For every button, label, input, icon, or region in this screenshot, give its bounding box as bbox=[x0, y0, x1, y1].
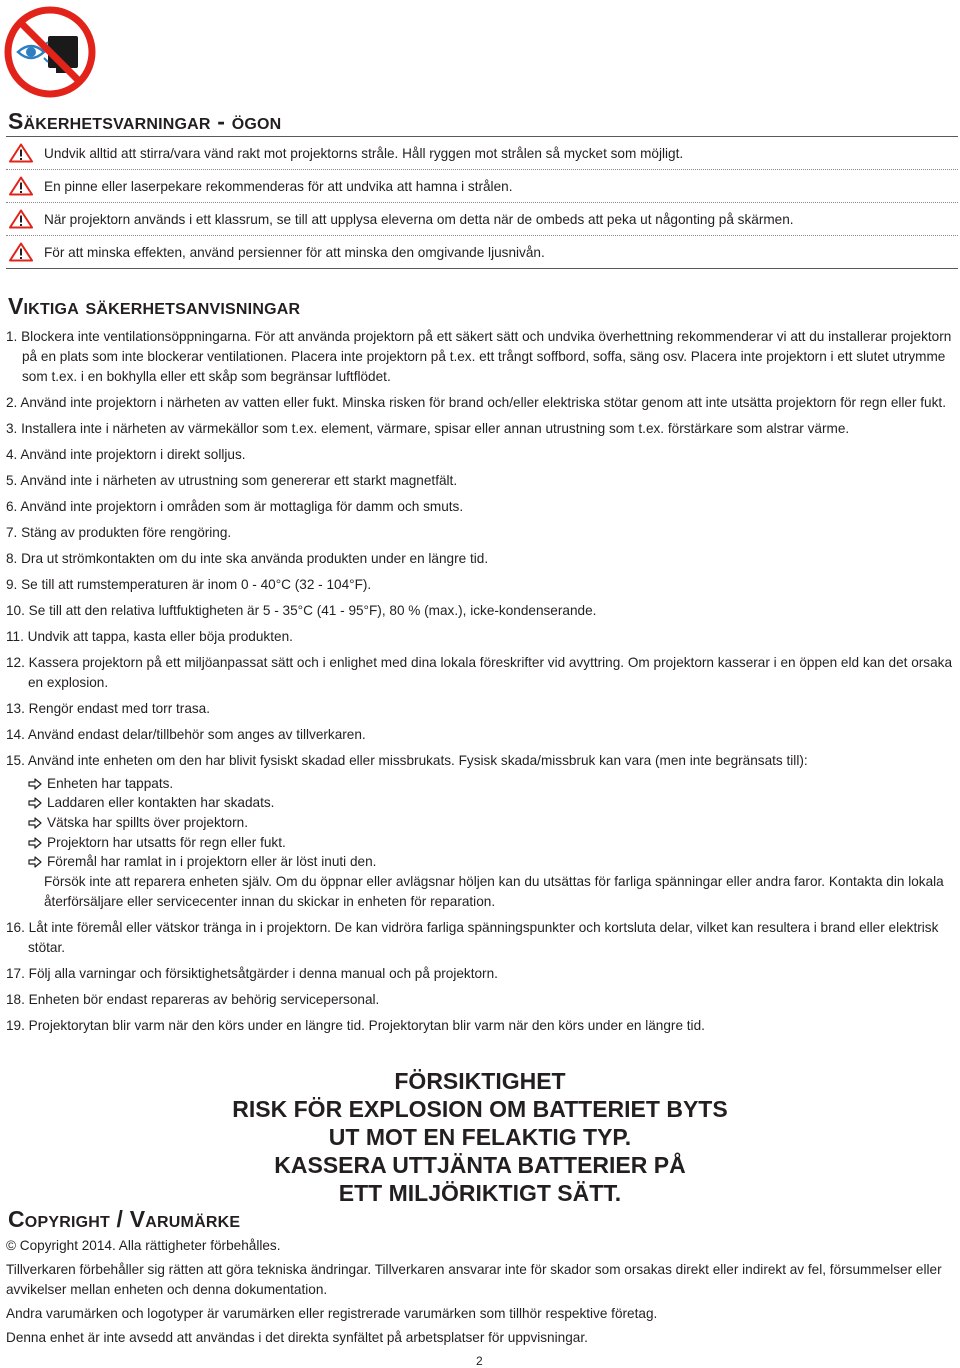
safety-item: 18. Enheten bör endast repareras av behörig servicepersonal. bbox=[6, 991, 380, 1007]
safety-item: 16. Låt inte föremål eller vätskor tränga in i projektorn. De kan vidröra farliga spänningspunkter och kortsluta delar, vilket kan resultera i brand eller elektrisk stötar. bbox=[6, 919, 939, 955]
caution-line: KASSERA UTTJÄNTA BATTERIER PÅ bbox=[274, 1152, 686, 1178]
warning-triangle-icon bbox=[9, 143, 33, 163]
damage-example-item bbox=[28, 833, 958, 853]
eye-warning-text: För att minska effekten, använd persienner för att minska den omgivande ljusnivån. bbox=[44, 244, 545, 260]
copyright-line: Andra varumärken och logotyper är varumärken eller registrerade varumärken som tillhör respektive företag. bbox=[6, 1306, 658, 1321]
safety-item: 14. Använd endast delar/tillbehör som anges av tillverkaren. bbox=[6, 727, 366, 742]
safety-item: 7. Stäng av produkten före rengöring. bbox=[6, 525, 232, 540]
safety-item: 6. Använd inte projektorn i områden som är mottagliga för damm och smuts. bbox=[6, 499, 464, 514]
damage-example-text: Enheten har tappats. bbox=[47, 775, 174, 791]
copyright-line: Denna enhet är inte avsedd att användas i det direkta synfältet på arbetsplatser för uppvisningar. bbox=[6, 1330, 588, 1345]
eye-warning-item bbox=[6, 137, 958, 169]
arrow-right-icon bbox=[28, 778, 42, 790]
arrow-right-icon bbox=[28, 797, 42, 809]
arrow-right-icon bbox=[28, 837, 42, 849]
damage-example-item bbox=[28, 813, 958, 833]
arrow-right-icon bbox=[28, 856, 42, 868]
damage-example-text: Föremål har ramlat in i projektorn eller är löst inuti den. bbox=[47, 854, 377, 870]
warning-triangle-icon bbox=[9, 176, 33, 196]
page-number: 2 bbox=[476, 1354, 483, 1368]
safety-item: 3. Installera inte i närheten av värmekällor som t.ex. element, värmare, spisar eller annan utrustning som t.ex. förstärkare som alstrar värme. bbox=[6, 421, 850, 436]
damage-example-item bbox=[28, 774, 958, 794]
damage-example-item bbox=[28, 794, 958, 814]
safety-item: 13. Rengör endast med torr trasa. bbox=[6, 701, 211, 716]
warning-triangle-icon bbox=[9, 242, 33, 262]
damage-examples-list bbox=[28, 774, 958, 872]
repair-note: Försök inte att reparera enheten själv. Om du öppnar eller avlägsnar höljen kan du utsättas för farliga spänningar eller andra faror. Kontakta din lokala återförsäljare eller servicecenter innan du skickar in enheten för reparation. bbox=[44, 873, 944, 909]
eye-warning-text: En pinne eller laserpekare rekommenderas för att undvika att hamna i strålen. bbox=[44, 178, 513, 194]
caution-line: RISK FÖR EXPLOSION OM BATTERIET BYTS bbox=[232, 1096, 728, 1122]
safety-instructions-list bbox=[6, 327, 958, 1042]
damage-example-text: Vätska har spillts över projektorn. bbox=[47, 814, 248, 830]
battery-caution bbox=[200, 1067, 760, 1207]
eye-warning-text: När projektorn används i ett klassrum, se till att upplysa eleverna om detta när de ombeds att peka ut någonting på skärmen. bbox=[44, 211, 794, 227]
eye-warning-item bbox=[6, 235, 958, 268]
caution-line: ETT MILJÖRIKTIGT SÄTT. bbox=[338, 1180, 622, 1206]
no-look-into-projector-icon bbox=[4, 6, 96, 98]
eye-warning-item bbox=[6, 202, 958, 235]
eye-warning-item bbox=[6, 169, 958, 202]
copyright-line: © Copyright 2014. Alla rättigheter förbehålles. bbox=[6, 1238, 281, 1253]
eye-warning-text: Undvik alltid att stirra/vara vänd rakt mot projektorns stråle. Håll ryggen mot strålen så mycket som möjligt. bbox=[44, 145, 684, 161]
safety-item: 1. Blockera inte ventilationsöppningarna. För att använda projektorn på ett säkert sätt och undvika överhettning rekommenderar vi att du installerar projektorn på en plats som inte blockerar ventilationen. Placera inte projektorn på t.ex. ett trångt soffbord, soffa, säng osv. Placera inte projektorn i ett slutet utrymme som t.ex. i en bokhylla eller ett skåp som begränsar luftflödet. bbox=[6, 329, 952, 384]
copyright-title: Copyright / Varumärke bbox=[8, 1206, 241, 1232]
arrow-right-icon bbox=[28, 817, 42, 829]
warning-triangle-icon bbox=[9, 209, 33, 229]
safety-item: 12. Kassera projektorn på ett miljöanpassat sätt och i enlighet med dina lokala föreskrifter vid avyttring. Om projektorn kasserar i en öppen eld kan det orsaka en explosion. bbox=[6, 655, 953, 690]
copyright-text bbox=[6, 1236, 958, 1352]
safety-item: 10. Se till att den relativa luftfuktigheten är 5 - 35°C (41 - 95°F), 80 % (max.), icke-kondenserande. bbox=[6, 603, 597, 618]
safety-item: 17. Följ alla varningar och försiktighetsåtgärder i denna manual och på projektorn. bbox=[6, 965, 498, 981]
safety-item: 5. Använd inte i närheten av utrustning som genererar ett starkt magnetfält. bbox=[6, 473, 458, 488]
caution-line: UT MOT EN FELAKTIG TYP. bbox=[328, 1124, 632, 1150]
eye-warnings-list bbox=[6, 136, 958, 269]
safety-item: 11. Undvik att tappa, kasta eller böja produkten. bbox=[6, 629, 293, 644]
safety-item: 2. Använd inte projektorn i närheten av vatten eller fukt. Minska risken för brand och/eller elektriska stötar genom att inte utsätta projektorn för regn eller fukt. bbox=[6, 395, 946, 410]
eye-warnings-title: Säkerhetsvarningar - ögon bbox=[8, 108, 282, 134]
damage-example-text: Laddaren eller kontakten har skadats. bbox=[47, 795, 275, 811]
safety-item: 9. Se till att rumstemperaturen är inom 0 - 40°C (32 - 104°F). bbox=[6, 577, 372, 592]
safety-item: 8. Dra ut strömkontakten om du inte ska använda produkten under en längre tid. bbox=[6, 551, 489, 566]
damage-example-item bbox=[28, 852, 958, 872]
safety-item: 19. Projektorytan blir varm när den körs under en längre tid. Projektorytan blir varm när den körs under en längre tid. bbox=[6, 1017, 705, 1033]
copyright-line: Tillverkaren förbehåller sig rätten att göra tekniska ändringar. Tillverkaren ansvarar inte för skador som orsakas direkt eller indirekt av fel, försummelser eller avvikelser mellan enheten och denna dokumentation. bbox=[6, 1262, 942, 1297]
caution-heading: FÖRSIKTIGHET bbox=[394, 1068, 566, 1094]
damage-example-text: Projektorn har utsatts för regn eller fukt. bbox=[47, 834, 286, 850]
safety-item: 15. Använd inte enheten om den har blivit fysiskt skadad eller missbrukats. Fysisk skada/missbruk kan vara (men inte begränsats till): bbox=[6, 753, 808, 768]
safety-instructions-title: Viktiga säkerhetsanvisningar bbox=[8, 293, 301, 319]
safety-item: 4. Använd inte projektorn i direkt solljus. bbox=[6, 447, 246, 462]
